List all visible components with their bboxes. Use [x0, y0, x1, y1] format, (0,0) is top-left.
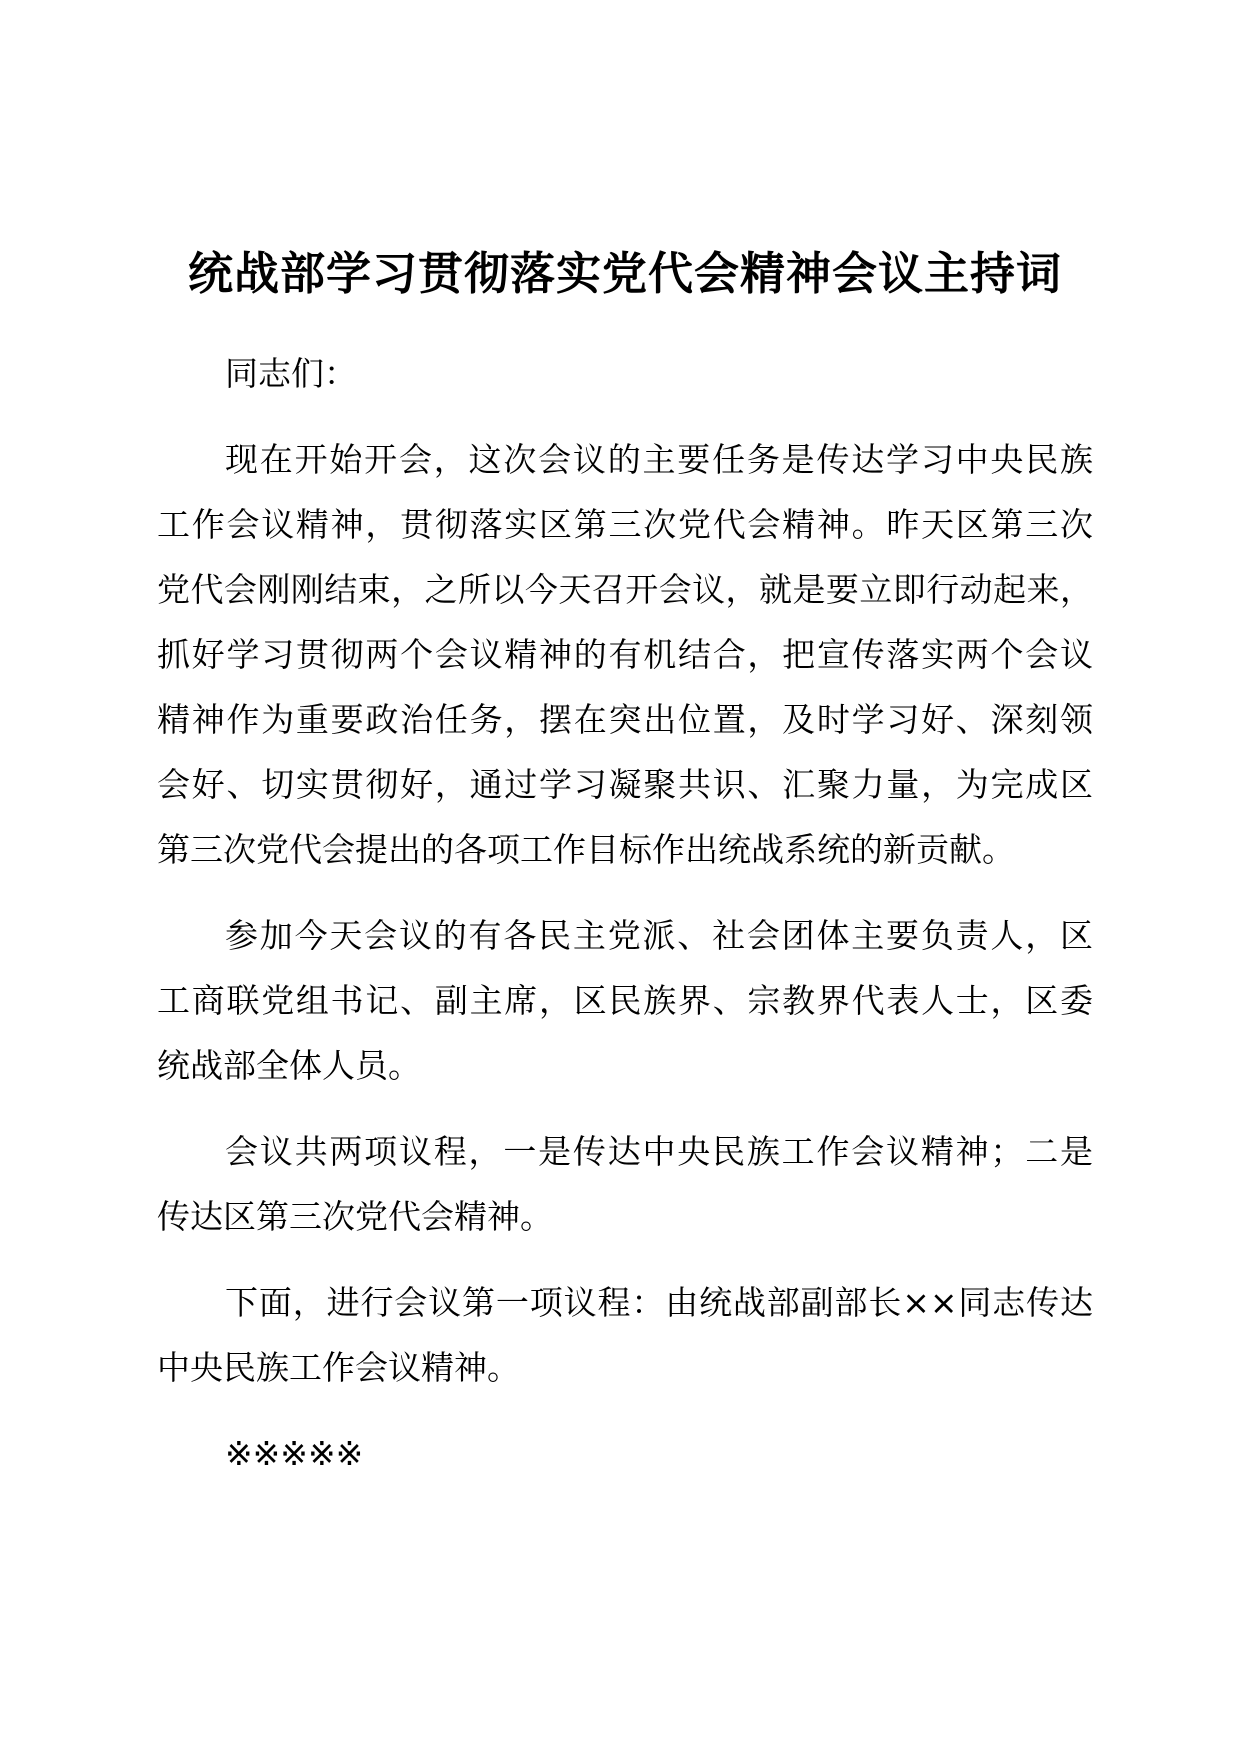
paragraph-line: 传达区第三次党代会精神。 [157, 1197, 553, 1236]
document-title: 统战部学习贯彻落实党代会精神会议主持词 [187, 247, 1062, 300]
paragraph-line: 同志们： [225, 354, 357, 393]
paragraph-line: 精神作为重要政治任务，摆在突出位置，及时学习好、深刻领 [157, 700, 1093, 739]
paragraph-line: 中央民族工作会议精神。 [157, 1348, 520, 1387]
paragraph [157, 1270, 1093, 1400]
paragraph [157, 903, 1093, 1098]
paragraph-line: 会好、切实贯彻好，通过学习凝聚共识、汇聚力量，为完成区 [157, 765, 1093, 804]
paragraph-line: ※※※※※ [225, 1434, 364, 1473]
paragraph-line: 统战部全体人员。 [157, 1046, 421, 1085]
paragraph-line: 现在开始开会，这次会议的主要任务是传达学习中央民族 [225, 440, 1093, 479]
paragraph-line: 党代会刚刚结束，之所以今天召开会议，就是要立即行动起来， [157, 570, 1093, 609]
paragraph-line: 抓好学习贯彻两个会议精神的有机结合，把宣传落实两个会议 [157, 635, 1093, 674]
paragraph-line: 第三次党代会提出的各项工作目标作出统战系统的新贡献。 [157, 830, 1015, 869]
paragraph-line: 会议共两项议程，一是传达中央民族工作会议精神；二是 [225, 1132, 1093, 1171]
document-page [157, 241, 1093, 1507]
paragraph [157, 427, 1093, 882]
paragraph-line: 工商联党组书记、副主席，区民族界、宗教界代表人士，区委 [157, 981, 1093, 1020]
paragraph-line: 工作会议精神，贯彻落实区第三次党代会精神。昨天区第三次 [157, 505, 1093, 544]
paragraph-line: 下面，进行会议第一项议程：由统战部副部长××同志传达 [225, 1283, 1093, 1322]
paragraph [157, 1119, 1093, 1249]
paragraph [157, 341, 1093, 406]
document-body [157, 341, 1093, 1486]
paragraph [157, 1421, 1093, 1486]
paragraph-line: 参加今天会议的有各民主党派、社会团体主要负责人，区 [225, 916, 1093, 955]
